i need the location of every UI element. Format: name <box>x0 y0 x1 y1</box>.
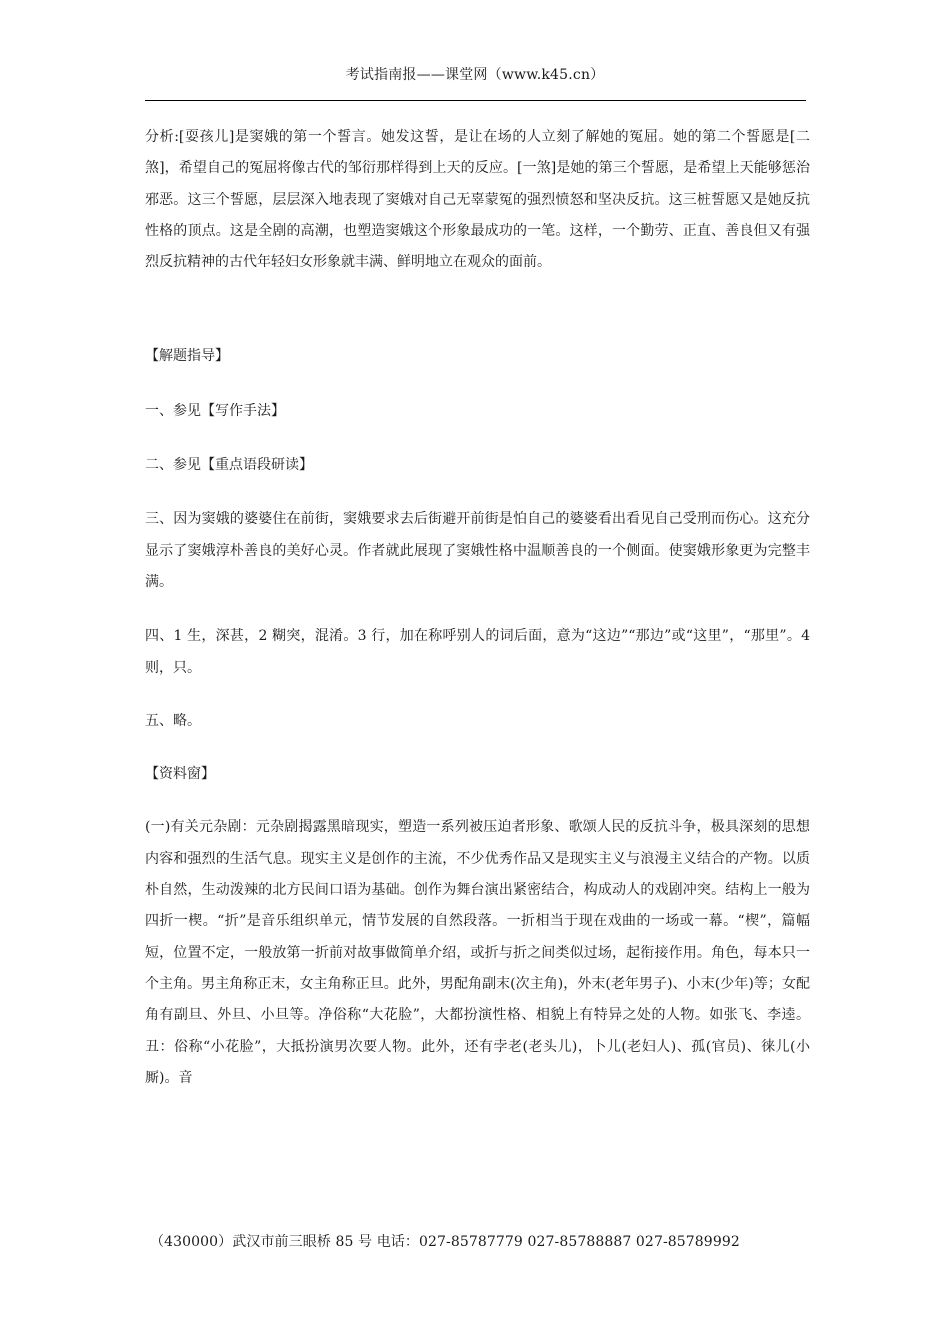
page-footer: （430000）武汉市前三眼桥 85 号 电话：027-85787779 027-85788887 027-85789992 <box>150 1234 740 1250</box>
resource-heading: 【资料窗】 <box>145 766 215 783</box>
guide-item-3: 三、因为窦娥的婆婆住在前街，窦娥要求去后街避开前街是怕自己的婆婆看出看见自己受刑而伤心。这充分显示了窦娥淳朴善良的美好心灵。作者就此展现了窦娥性格中温顺善良的一个侧面。使窦娥形象更为完整丰满。 <box>145 511 810 590</box>
guide-heading: 【解题指导】 <box>145 348 229 365</box>
guide-item-4: 四、1 生，深甚，2 糊突，混淆。3 行，加在称呼别人的词后面，意为“这边”“那边”或“这里”，“那里”。4 则，只。 <box>145 628 810 676</box>
resource-paragraph: (一)有关元杂剧：元杂剧揭露黑暗现实，塑造一系列被压迫者形象、歌颂人民的反抗斗争，极具深刻的思想内容和强烈的生活气息。现实主义是创作的主流，不少优秀作品又是现实主义与浪漫主义结合的产物。以质朴自然，生动泼辣的北方民间口语为基础。创作为舞台演出紧密结合，构成动人的戏剧冲突。结构上一般为四折一楔。“折”是音乐组织单元，情节发展的自然段落。一折相当于现在戏曲的一场或一幕。“楔”，篇幅短，位置不定，一般放第一折前对故事做简单介绍，或折与折之间类似过场，起衔接作用。角色，每本只一个主角。男主角称正末，女主角称正旦。此外，男配角副末(次主角)，外末(老年男子)、小末(少年)等；女配角有副旦、外旦、小旦等。净俗称“大花脸”，大都扮演性格、相貌上有特异之处的人物。如张飞、李逵。丑：俗称“小花脸”，大抵扮演男次要人物。此外，还有孛老(老头儿)，卜儿(老妇人)、孤(官员)、徕儿(小厮)。音 <box>145 819 810 1086</box>
guide-item-5: 五、略。 <box>145 712 201 729</box>
analysis-paragraph: 分析:[耍孩儿]是窦娥的第一个誓言。她发这誓，是让在场的人立刻了解她的冤屈。她的第二个誓愿是[二煞]，希望自己的冤屈将像古代的邹衍那样得到上天的反应。[一煞]是她的第三个誓愿，是希望上天能够惩治邪恶。这三个誓愿，层层深入地表现了窦娥对自己无辜蒙冤的强烈愤怒和坚决反抗。这三桩誓愿又是她反抗性格的顶点。这是全剧的高潮，也塑造窦娥这个形象最成功的一笔。这样，一个勤劳、正直、善良但又有强烈反抗精神的古代年轻妇女形象就丰满、鲜明地立在观众的面前。 <box>145 129 810 271</box>
page-header: 考试指南报——课堂网（www.k45.cn） <box>345 67 605 83</box>
guide-item-2: 二、参见【重点语段研读】 <box>145 457 313 474</box>
guide-item-1: 一、参见【写作手法】 <box>145 402 285 419</box>
header-divider <box>145 100 806 101</box>
document-body <box>145 122 810 1094</box>
